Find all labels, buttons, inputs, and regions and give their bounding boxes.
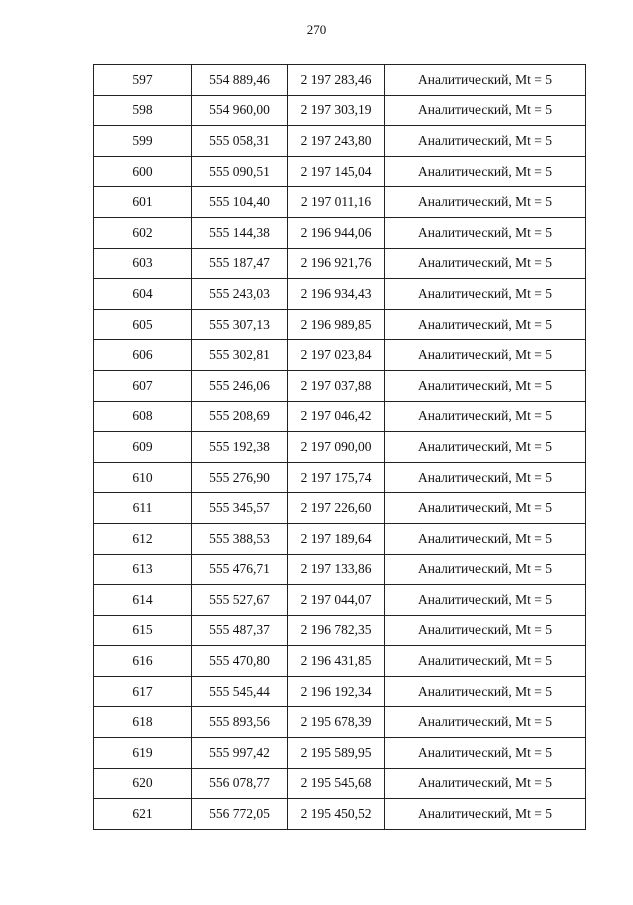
table-row [94, 585, 586, 616]
y-coordinate-cell: 2 197 283,46 [288, 65, 385, 96]
point-number-cell: 601 [94, 187, 192, 218]
point-number-cell: 611 [94, 493, 192, 524]
method-cell: Аналитический, Mt = 5 [385, 432, 586, 463]
x-coordinate-cell: 555 058,31 [192, 126, 288, 157]
x-coordinate-cell: 555 527,67 [192, 585, 288, 616]
x-coordinate-cell: 554 960,00 [192, 95, 288, 126]
x-coordinate-cell: 555 345,57 [192, 493, 288, 524]
point-number-cell: 597 [94, 65, 192, 96]
point-number-cell: 615 [94, 615, 192, 646]
y-coordinate-cell: 2 195 450,52 [288, 799, 385, 830]
x-coordinate-cell: 554 889,46 [192, 65, 288, 96]
point-number-cell: 607 [94, 370, 192, 401]
method-cell: Аналитический, Mt = 5 [385, 523, 586, 554]
table-row [94, 768, 586, 799]
x-coordinate-cell: 555 388,53 [192, 523, 288, 554]
method-cell: Аналитический, Mt = 5 [385, 676, 586, 707]
point-number-cell: 613 [94, 554, 192, 585]
point-number-cell: 600 [94, 156, 192, 187]
point-number-cell: 603 [94, 248, 192, 279]
y-coordinate-cell: 2 197 037,88 [288, 370, 385, 401]
y-coordinate-cell: 2 196 989,85 [288, 309, 385, 340]
point-number-cell: 614 [94, 585, 192, 616]
x-coordinate-cell: 555 997,42 [192, 738, 288, 769]
point-number-cell: 609 [94, 432, 192, 463]
table-row [94, 309, 586, 340]
point-number-cell: 598 [94, 95, 192, 126]
table-row [94, 340, 586, 371]
table-row [94, 187, 586, 218]
table-row [94, 156, 586, 187]
table-row [94, 493, 586, 524]
y-coordinate-cell: 2 196 944,06 [288, 217, 385, 248]
x-coordinate-cell: 555 302,81 [192, 340, 288, 371]
method-cell: Аналитический, Mt = 5 [385, 126, 586, 157]
table-row [94, 217, 586, 248]
y-coordinate-cell: 2 197 303,19 [288, 95, 385, 126]
x-coordinate-cell: 556 772,05 [192, 799, 288, 830]
x-coordinate-cell: 555 104,40 [192, 187, 288, 218]
y-coordinate-cell: 2 197 046,42 [288, 401, 385, 432]
method-cell: Аналитический, Mt = 5 [385, 799, 586, 830]
table-row [94, 279, 586, 310]
y-coordinate-cell: 2 197 189,64 [288, 523, 385, 554]
page-number: 270 [306, 22, 327, 37]
point-number-cell: 619 [94, 738, 192, 769]
point-number-cell: 616 [94, 646, 192, 677]
method-cell: Аналитический, Mt = 5 [385, 768, 586, 799]
point-number-cell: 606 [94, 340, 192, 371]
method-cell: Аналитический, Mt = 5 [385, 738, 586, 769]
method-cell: Аналитический, Mt = 5 [385, 217, 586, 248]
x-coordinate-cell: 555 470,80 [192, 646, 288, 677]
point-number-cell: 617 [94, 676, 192, 707]
point-number-cell: 620 [94, 768, 192, 799]
point-number-cell: 621 [94, 799, 192, 830]
point-number-cell: 602 [94, 217, 192, 248]
y-coordinate-cell: 2 197 243,80 [288, 126, 385, 157]
method-cell: Аналитический, Mt = 5 [385, 493, 586, 524]
y-coordinate-cell: 2 196 782,35 [288, 615, 385, 646]
y-coordinate-cell: 2 197 011,16 [288, 187, 385, 218]
y-coordinate-cell: 2 197 145,04 [288, 156, 385, 187]
y-coordinate-cell: 2 197 090,00 [288, 432, 385, 463]
table-row [94, 646, 586, 677]
x-coordinate-cell: 555 246,06 [192, 370, 288, 401]
y-coordinate-cell: 2 195 589,95 [288, 738, 385, 769]
table-row [94, 401, 586, 432]
y-coordinate-cell: 2 196 192,34 [288, 676, 385, 707]
table-row [94, 432, 586, 463]
method-cell: Аналитический, Mt = 5 [385, 707, 586, 738]
table-row [94, 95, 586, 126]
table-row [94, 615, 586, 646]
coordinates-table-body [94, 65, 586, 830]
method-cell: Аналитический, Mt = 5 [385, 95, 586, 126]
y-coordinate-cell: 2 196 431,85 [288, 646, 385, 677]
method-cell: Аналитический, Mt = 5 [385, 462, 586, 493]
point-number-cell: 618 [94, 707, 192, 738]
method-cell: Аналитический, Mt = 5 [385, 279, 586, 310]
table-row [94, 707, 586, 738]
x-coordinate-cell: 555 307,13 [192, 309, 288, 340]
table-row [94, 523, 586, 554]
method-cell: Аналитический, Mt = 5 [385, 309, 586, 340]
x-coordinate-cell: 555 187,47 [192, 248, 288, 279]
y-coordinate-cell: 2 196 934,43 [288, 279, 385, 310]
x-coordinate-cell: 555 192,38 [192, 432, 288, 463]
method-cell: Аналитический, Mt = 5 [385, 248, 586, 279]
table-row [94, 462, 586, 493]
y-coordinate-cell: 2 195 545,68 [288, 768, 385, 799]
table-row [94, 799, 586, 830]
table-row [94, 65, 586, 96]
coordinates-table [93, 64, 586, 830]
x-coordinate-cell: 555 893,56 [192, 707, 288, 738]
point-number-cell: 612 [94, 523, 192, 554]
x-coordinate-cell: 555 208,69 [192, 401, 288, 432]
point-number-cell: 604 [94, 279, 192, 310]
y-coordinate-cell: 2 196 921,76 [288, 248, 385, 279]
table-row [94, 738, 586, 769]
table-row [94, 676, 586, 707]
y-coordinate-cell: 2 197 175,74 [288, 462, 385, 493]
x-coordinate-cell: 555 545,44 [192, 676, 288, 707]
y-coordinate-cell: 2 197 226,60 [288, 493, 385, 524]
table-row [94, 248, 586, 279]
point-number-cell: 599 [94, 126, 192, 157]
x-coordinate-cell: 555 487,37 [192, 615, 288, 646]
point-number-cell: 608 [94, 401, 192, 432]
x-coordinate-cell: 555 276,90 [192, 462, 288, 493]
x-coordinate-cell: 555 144,38 [192, 217, 288, 248]
method-cell: Аналитический, Mt = 5 [385, 187, 586, 218]
y-coordinate-cell: 2 195 678,39 [288, 707, 385, 738]
x-coordinate-cell: 555 243,03 [192, 279, 288, 310]
y-coordinate-cell: 2 197 133,86 [288, 554, 385, 585]
method-cell: Аналитический, Mt = 5 [385, 646, 586, 677]
method-cell: Аналитический, Mt = 5 [385, 615, 586, 646]
table-row [94, 554, 586, 585]
method-cell: Аналитический, Mt = 5 [385, 340, 586, 371]
method-cell: Аналитический, Mt = 5 [385, 585, 586, 616]
method-cell: Аналитический, Mt = 5 [385, 65, 586, 96]
method-cell: Аналитический, Mt = 5 [385, 370, 586, 401]
method-cell: Аналитический, Mt = 5 [385, 554, 586, 585]
x-coordinate-cell: 556 078,77 [192, 768, 288, 799]
point-number-cell: 610 [94, 462, 192, 493]
method-cell: Аналитический, Mt = 5 [385, 156, 586, 187]
y-coordinate-cell: 2 197 023,84 [288, 340, 385, 371]
method-cell: Аналитический, Mt = 5 [385, 401, 586, 432]
table-row [94, 126, 586, 157]
x-coordinate-cell: 555 090,51 [192, 156, 288, 187]
table-row [94, 370, 586, 401]
x-coordinate-cell: 555 476,71 [192, 554, 288, 585]
point-number-cell: 605 [94, 309, 192, 340]
y-coordinate-cell: 2 197 044,07 [288, 585, 385, 616]
